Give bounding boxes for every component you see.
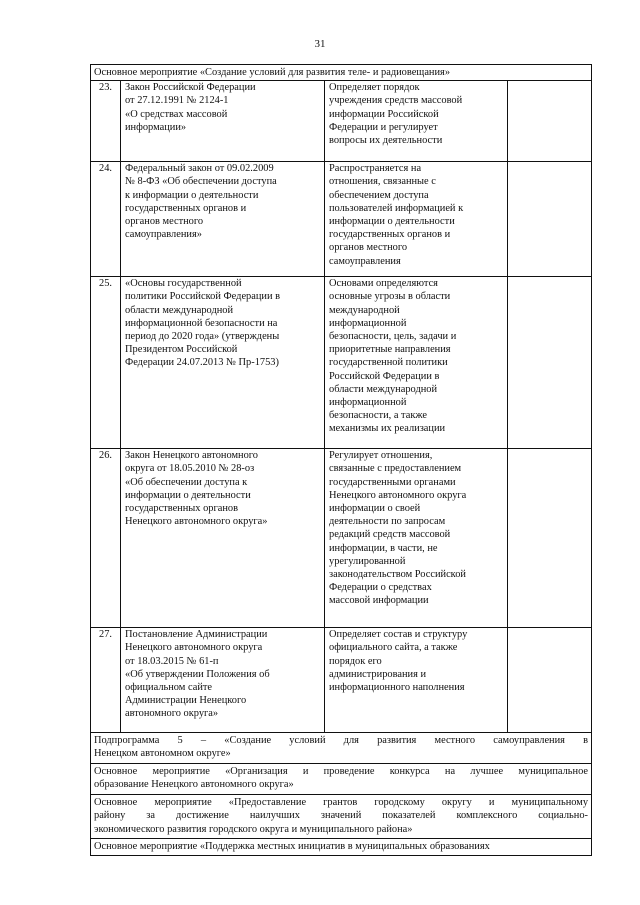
description-cell [325,449,508,628]
description-text: Определяет порядок учреждения средств массовой информации Российской Федерации и регулирует вопросы их деятельности [329,82,463,147]
subprogram-line-1: Подпрограмма 5 – «Создание условий для развития местного самоуправления в [94,735,589,747]
description-cell [325,628,508,733]
event-grants-cell [91,795,592,839]
table-row [91,628,592,733]
description-text: Определяет состав и структуру официального сайта, а также порядок его администрирования и информационного наполнения [329,629,468,694]
note-cell [508,162,592,277]
row-number: 26. [91,449,121,628]
document-text: «Основы государственной политики Российской Федерации в области международной информационной безопасности на период до 2020 года» (утверждены Президентом Российской Федерации 24.07.2013 № Пр-1753) [125,278,281,369]
page-number: 31 [314,38,326,50]
event-contest-line-1: Основное мероприятие «Организация и проведение конкурса на лучшее муниципальное [94,766,589,778]
event-grants-line-1: Основное мероприятие «Предоставление грантов городскому округу и муниципальному [94,797,589,809]
row-number: 27. [91,628,121,733]
subprogram-line-2: Ненецком автономном округе» [94,748,231,760]
note-cell [508,449,592,628]
description-text: Распространяется на отношения, связанные с обеспечением доступа пользователей информацией к информации о деятельности государственных органов и органов местного самоуправления [329,163,464,267]
table-row [91,81,592,162]
row-number: 24. [91,162,121,277]
subprogram-row [91,733,592,764]
table-row [91,449,592,628]
document-text: Закон Ненецкого автономного округа от 18.05.2010 № 28-оз «Об обеспечении доступа к информации о деятельности государственных органов Ненецкого автономного округа» [125,450,268,528]
document-text: Закон Российской Федерации от 27.12.1991 № 2124-1 «О средствах массовой информации» [125,82,256,133]
description-text: Основами определяются основные угрозы в области международной информационной безопасности, цель, задачи и приоритетные направления государственной политики Российской Федерации в области международной информационной безопасности, а также механизмы их реализации [329,278,457,435]
note-cell [508,628,592,733]
note-cell [508,81,592,162]
document-cell [121,628,325,733]
document-cell [121,449,325,628]
event-grants-line-3: экономического развития городского округа и муниципального района» [94,823,413,835]
description-cell [325,162,508,277]
event-row [91,764,592,795]
document-text: Федеральный закон от 09.02.2009 № 8-ФЗ «Об обеспечении доступа к информации о деятельности государственных органов и органов местного самоуправления» [125,163,277,241]
event-support-cell [91,839,592,856]
event-row [91,795,592,839]
row-number: 25. [91,277,121,449]
description-cell [325,81,508,162]
document-cell [121,162,325,277]
section-header-row [91,65,592,81]
description-text: Регулирует отношения, связанные с предоставлением государственными органами Ненецкого автономного округа информации о своей деятельности по запросам редакций средств массовой информации, в части, не урегулированной законодательством Российской Федерации о средствах массовой информации [329,450,467,607]
document-cell [121,81,325,162]
event-grants-line-2: району за достижение наилучших значений показателей комплексного социально- [94,810,589,822]
event-row [91,839,592,856]
event-contest-line-2: образование Ненецкого автономного округа» [94,779,294,791]
table-row [91,162,592,277]
legal-acts-table [90,64,592,856]
event-contest-cell [91,764,592,795]
document-cell [121,277,325,449]
table-row [91,277,592,449]
event-support-line: Основное мероприятие «Поддержка местных инициатив в муниципальных образованиях [94,841,490,853]
subprogram-cell [91,733,592,764]
note-cell [508,277,592,449]
row-number: 23. [91,81,121,162]
document-text: Постановление Администрации Ненецкого автономного округа от 18.03.2015 № 61-п «Об утверждении Положения об официальном сайте Администрации Ненецкого автономного округа» [125,629,270,720]
section-header-cell: Основное мероприятие «Создание условий для развития теле- и радиовещания» [91,65,592,81]
description-cell [325,277,508,449]
